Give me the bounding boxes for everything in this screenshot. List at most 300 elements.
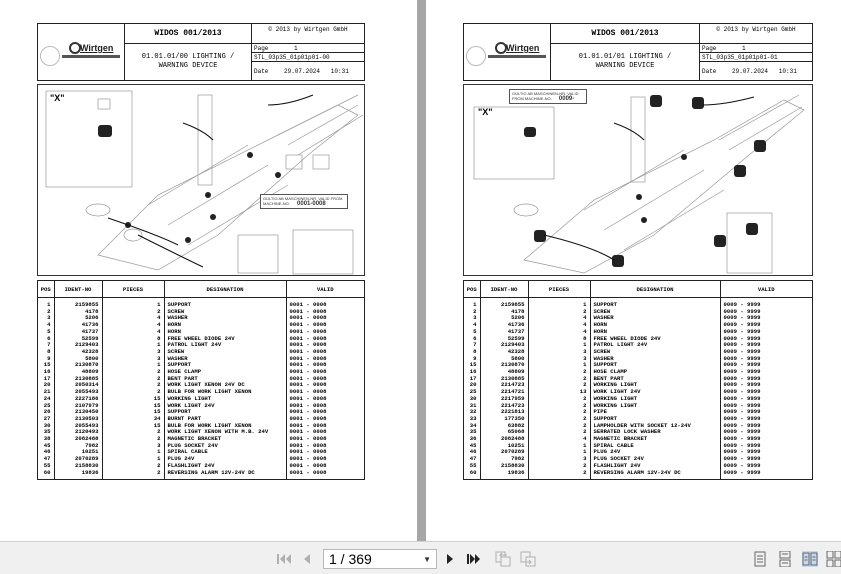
cell-pos: 3 [38,315,54,322]
cell-valid: 0001 - 0008 [289,355,327,362]
exploded-parts-diagram [37,84,365,276]
last-page-icon [467,553,481,565]
cell-valid: 0001 - 0008 [289,335,327,342]
cell-designation: SUPPORT [164,362,286,369]
table-row [464,389,812,396]
cell-valid: 0001 - 0008 [289,369,327,376]
document-page-right [426,0,841,541]
cell-ident-no: 4178 [54,309,102,316]
cell-designation: HORN [590,329,720,336]
cell-pieces: 34 [102,416,164,423]
cell-ident-no: 41736 [54,322,102,329]
cell-ident-no: 52599 [54,336,102,343]
table-row [38,456,364,463]
cell-valid: 0009 - 9999 [723,369,761,376]
cell-ident-no: 7982 [480,456,528,463]
section-title-line1: 01.01.01/00 LIGHTING / [141,53,235,61]
cell-ident-no: 2158830 [480,463,528,470]
parts-table [37,280,365,480]
page-label: Page [702,45,717,52]
table-row [38,315,364,322]
cell-valid: 0009 - 9999 [723,469,761,476]
table-row [38,322,364,329]
cell-valid: 0009 - 9999 [723,348,761,355]
cell-valid: 0001 - 0008 [289,328,327,335]
cell-ident-no: 2158830 [54,463,102,470]
cell-ident-no: 2082488 [480,436,528,443]
table-filler-row [38,476,364,479]
table-row [464,349,812,356]
cell-designation: WORKING LIGHT [590,403,720,410]
table-header-row [464,281,812,298]
cell-pieces: 2 [528,429,590,436]
table-row [464,409,812,416]
cell-ident-no: 177350 [480,416,528,423]
table-row [464,436,812,443]
cell-designation: MAGNETIC BRACKET [164,436,286,443]
cell-pos: 35 [38,429,54,436]
cell-pos: 24 [38,396,54,403]
cell-pieces: 2 [102,429,164,436]
cell-pieces: 3 [528,456,590,463]
table-row [38,336,364,343]
cell-designation: MAGNETIC BRACKET [590,436,720,443]
cell-pieces: 2 [102,309,164,316]
next-view-button[interactable] [519,550,537,568]
cell-pieces: 2 [528,403,590,410]
cell-designation: PLUG SOCKET 24V [590,456,720,463]
cell-designation: WASHER [590,356,720,363]
cell-valid: 0009 - 9999 [723,442,761,449]
document-id: STL_03p35_01p01p01-01 [700,52,812,61]
cell-pieces: 1 [528,298,590,309]
cell-pos: 32 [464,409,480,416]
cell-pieces: 2 [528,463,590,470]
cell-ident-no: 65068 [480,429,528,436]
empty-cell [528,476,590,479]
cell-valid: 0001 - 0008 [289,315,327,322]
cell-pieces: 3 [528,349,590,356]
cell-designation: BENT PART [590,376,720,383]
cell-pos: 2 [464,309,480,316]
cell-ident-no: 2130450 [54,409,102,416]
table-row [464,329,812,336]
cell-designation: SERRATED LOCK WASHER [590,429,720,436]
column-header-ident-no: IDENT-NO [54,281,102,298]
column-header-valid: VALID [286,281,364,298]
cell-pieces: 15 [102,423,164,430]
table-row [464,356,812,363]
cell-pos: 21 [38,389,54,396]
cell-ident-no: 2214723 [480,403,528,410]
cell-pos: 55 [38,463,54,470]
cell-designation: PLUG 24V [590,449,720,456]
cell-valid: 0009 - 9999 [723,429,761,436]
cell-pieces: 4 [102,315,164,322]
cell-pieces: 3 [102,356,164,363]
last-page-button[interactable] [465,550,483,568]
logo-stripe [62,55,120,58]
table-row [464,309,812,316]
cell-ident-no: 4178 [480,309,528,316]
cell-pos: 20 [464,382,480,389]
cell-designation: BURNT PART [164,416,286,423]
table-row [464,470,812,477]
cell-ident-no: 10251 [480,443,528,450]
cell-valid: 0009 - 9999 [723,422,761,429]
table-row [38,349,364,356]
cell-pos: 1 [38,298,54,309]
table-row [38,382,364,389]
exploded-parts-diagram [463,84,813,276]
cell-pos: 27 [38,416,54,423]
cell-ident-no: 2130885 [54,376,102,383]
cell-valid: 0001 - 0008 [289,382,327,389]
first-page-button[interactable] [275,550,293,568]
cell-valid: 0001 - 0008 [289,301,327,308]
cell-valid: 0001 - 0008 [289,415,327,422]
cell-designation: HORN [590,322,720,329]
cell-ident-no: 52599 [480,336,528,343]
cell-valid: 0009 - 9999 [723,335,761,342]
seal-icon [466,46,486,66]
cell-ident-no: 5800 [480,356,528,363]
cell-pieces: 1 [528,362,590,369]
cell-pieces: 2 [528,409,590,416]
cell-pieces: 2 [528,396,590,403]
cell-ident-no: 2130503 [54,416,102,423]
page-number-input[interactable] [323,549,437,569]
previous-view-icon [495,551,511,567]
cell-pieces: 2 [102,436,164,443]
table-row [464,456,812,463]
empty-cell [720,476,812,479]
previous-view-button[interactable] [494,550,512,568]
cell-designation: BULB FOR WORK LIGHT XENON [164,423,286,430]
cell-pos: 36 [464,436,480,443]
table-row [464,315,812,322]
cell-pieces: 1 [102,342,164,349]
cell-valid: 0009 - 9999 [723,449,761,456]
cell-valid: 0009 - 9999 [723,342,761,349]
empty-cell [54,476,102,479]
table-row [464,403,812,410]
table-row [464,463,812,470]
table-row [38,449,364,456]
cell-pieces: 8 [102,336,164,343]
cell-pieces: 4 [528,322,590,329]
cell-designation: FLASHLIGHT 24V [590,463,720,470]
validity-callout-text: GÜLTIG AB MASCHINEN-NR. VALID FROM MACHINE-NO. [512,91,579,101]
cell-pos: 47 [38,456,54,463]
cell-pieces: 4 [528,436,590,443]
table-row [464,449,812,456]
section-title-line2: WARNING DEVICE [595,62,655,70]
cell-designation: FREE WHEEL DIODE 24V [590,336,720,343]
cell-valid: 0009 - 9999 [723,382,761,389]
cell-valid: 0001 - 0008 [289,375,327,382]
page-header [463,23,813,81]
table-row [38,389,364,396]
cell-pieces: 1 [528,449,590,456]
cell-pieces: 1 [102,456,164,463]
cell-valid: 0009 - 9999 [723,301,761,308]
cell-ident-no: 7982 [54,443,102,450]
table-row [38,362,364,369]
facing-view-button[interactable] [802,551,818,567]
cell-pos: 6 [38,336,54,343]
cell-ident-no: 5206 [480,315,528,322]
cell-valid: 0009 - 9999 [723,308,761,315]
next-view-icon [520,551,536,567]
cell-ident-no: 2120493 [54,429,102,436]
cell-valid: 0001 - 0008 [289,322,327,329]
cell-designation: SCREW [590,309,720,316]
cell-ident-no: 2070289 [54,456,102,463]
table-row [464,396,812,403]
cell-ident-no: 2217959 [480,396,528,403]
cell-valid: 0009 - 9999 [723,315,761,322]
table-row [38,423,364,430]
facing-view-icon [802,551,818,567]
cell-pieces: 4 [528,315,590,322]
cell-designation: WORK LIGHT XENON 24V DC [164,382,286,389]
cell-designation: SPIRAL CABLE [590,443,720,450]
seal-icon [40,46,60,66]
cell-pos: 5 [38,329,54,336]
cell-pieces: 2 [528,369,590,376]
cell-designation: HOSE CLAMP [590,369,720,376]
empty-cell [286,476,364,479]
cell-pos: 30 [464,396,480,403]
cell-designation: SUPPORT [164,298,286,309]
cell-pos: 9 [38,356,54,363]
table-row [464,362,812,369]
cell-ident-no: 41736 [480,322,528,329]
cell-pieces: 1 [102,362,164,369]
cell-designation: SUPPORT [590,298,720,309]
document-id: STL_03p35_01p01p01-00 [252,52,364,61]
empty-cell [464,476,480,479]
cell-valid: 0001 - 0008 [289,348,327,355]
cell-pos: 33 [464,416,480,423]
table-row [38,403,364,410]
cell-valid: 0009 - 9999 [723,389,761,396]
table-row [464,369,812,376]
cell-pieces: 4 [528,329,590,336]
cell-pieces: 2 [102,470,164,477]
cell-ident-no: 2055493 [54,423,102,430]
cell-designation: WORK LIGHT XENON WITH M.B. 24V [164,429,286,436]
wirtgen-logo [38,24,125,80]
column-header-pieces: PIECES [528,281,590,298]
cell-pieces: 2 [528,376,590,383]
cell-ident-no: 2050314 [54,382,102,389]
date-value: 29.07.2024 10:31 [284,67,349,75]
next-page-button[interactable] [441,550,459,568]
table-row [464,298,812,309]
cell-designation: SUPPORT [590,362,720,369]
page-number: 1 [294,45,298,52]
cell-ident-no: 5206 [54,315,102,322]
table-row [38,396,364,403]
cell-ident-no: 63882 [480,423,528,430]
cell-pieces: 2 [102,382,164,389]
cell-valid: 0001 - 0008 [289,422,327,429]
cell-valid: 0001 - 0008 [289,308,327,315]
cell-designation: WORKING LIGHT [164,396,286,403]
pdf-navigation-toolbar [0,541,841,574]
cell-valid: 0009 - 9999 [723,462,761,469]
cell-pieces: 2 [528,309,590,316]
cell-valid: 0009 - 9999 [723,362,761,369]
cell-pos: 47 [464,456,480,463]
validity-callout-range: 0001-0008 [297,201,326,207]
column-header-designation: DESIGNATION [164,281,286,298]
cell-pos: 4 [464,322,480,329]
cell-valid: 0009 - 9999 [723,375,761,382]
detail-view-label: "X" [50,93,65,103]
cell-pos: 46 [38,449,54,456]
table-row [464,336,812,343]
cell-valid: 0001 - 0008 [289,449,327,456]
cell-designation: BULB FOR WORK LIGHT XENON [164,389,286,396]
cell-valid: 0001 - 0008 [289,436,327,443]
cell-pos: 60 [464,470,480,477]
table-filler-row [464,476,812,479]
cell-pieces: 2 [102,463,164,470]
cell-pieces: 3 [102,443,164,450]
cell-valid: 0001 - 0008 [289,389,327,396]
cell-ident-no: 2129403 [480,342,528,349]
cell-pos: 25 [464,389,480,396]
cell-ident-no: 41737 [480,329,528,336]
cell-designation: WASHER [164,356,286,363]
column-header-valid: VALID [720,281,812,298]
cell-ident-no: 2130870 [480,362,528,369]
cell-pieces: 3 [528,356,590,363]
detail-view-label: "X" [478,107,493,117]
table-row [38,376,364,383]
cell-ident-no: 10251 [54,449,102,456]
cell-pieces: 1 [102,298,164,309]
cell-designation: WORK LIGHT 24V [590,389,720,396]
cell-designation: FREE WHEEL DIODE 24V [164,336,286,343]
cell-valid: 0001 - 0008 [289,342,327,349]
cell-pos: 15 [464,362,480,369]
previous-page-button[interactable] [298,550,316,568]
continuous-facing-view-button[interactable] [826,551,841,567]
single-page-view-button[interactable] [752,551,768,567]
cell-pieces: 2 [102,376,164,383]
column-header-pieces: PIECES [102,281,164,298]
cell-designation: SCREW [164,349,286,356]
document-page-left [0,0,417,541]
cell-ident-no: 42328 [480,349,528,356]
table-row [464,429,812,436]
chevron-down-icon[interactable]: ▼ [423,555,431,564]
date-value: 29.07.2024 10:31 [732,67,797,75]
cell-ident-no: 2129403 [54,342,102,349]
cell-designation: WORKING LIGHT [590,382,720,389]
cell-pos: 7 [38,342,54,349]
cell-designation: SUPPORT [590,416,720,423]
cell-valid: 0001 - 0008 [289,402,327,409]
cell-valid: 0009 - 9999 [723,355,761,362]
section-title-line2: WARNING DEVICE [158,62,218,70]
empty-cell [102,476,164,479]
table-row [38,436,364,443]
cell-ident-no: 2130870 [54,362,102,369]
cell-pos: 25 [38,403,54,410]
continuous-view-button[interactable] [777,551,793,567]
wirtgen-logo [464,24,551,80]
cell-pos: 30 [38,423,54,430]
cell-designation: HORN [164,329,286,336]
cell-designation: PLUG 24V [164,456,286,463]
cell-pos: 31 [464,403,480,410]
logo-stripe [488,55,546,58]
page-number: 1 [742,45,746,52]
cell-pos: 45 [464,443,480,450]
cell-pieces: 3 [102,349,164,356]
cell-ident-no: 2227186 [54,396,102,403]
cell-designation: WASHER [164,315,286,322]
table-row [464,322,812,329]
cell-valid: 0001 - 0008 [289,395,327,402]
empty-cell [38,476,54,479]
cell-valid: 0009 - 9999 [723,456,761,463]
table-row [38,356,364,363]
table-row [38,298,364,309]
cell-valid: 0009 - 9999 [723,436,761,443]
cell-pos: 35 [464,429,480,436]
cell-pos: 17 [38,376,54,383]
table-row [38,443,364,450]
cell-designation: FLASHLIGHT 24V [164,463,286,470]
continuous-facing-view-icon [826,551,841,567]
page-indicator: 1 / 369 [329,551,372,567]
cell-pieces: 4 [102,329,164,336]
parts-table [463,280,813,480]
empty-cell [164,476,286,479]
cell-valid: 0009 - 9999 [723,322,761,329]
cell-pieces: 2 [528,470,590,477]
table-row [464,382,812,389]
cell-pos: 8 [464,349,480,356]
cell-ident-no: 2130885 [480,376,528,383]
machine-body [524,100,804,273]
first-page-icon [277,553,291,565]
cell-ident-no: 2159855 [480,298,528,309]
cell-ident-no: 5800 [54,356,102,363]
document-title: WIDOS 001/2013 [551,24,699,44]
table-row [38,369,364,376]
cell-valid: 0001 - 0008 [289,469,327,476]
cell-designation: PIPE [590,409,720,416]
cell-pos: 17 [464,376,480,383]
cell-designation: WASHER [590,315,720,322]
table-row [38,329,364,336]
cell-ident-no: 48809 [54,369,102,376]
cell-ident-no: 19836 [54,470,102,477]
cell-ident-no: 48809 [480,369,528,376]
cell-valid: 0001 - 0008 [289,429,327,436]
cell-designation: WORK LIGHT 24V [164,403,286,410]
cell-pos: 34 [464,423,480,430]
column-header-ident-no: IDENT-NO [480,281,528,298]
machine-body [98,105,358,270]
